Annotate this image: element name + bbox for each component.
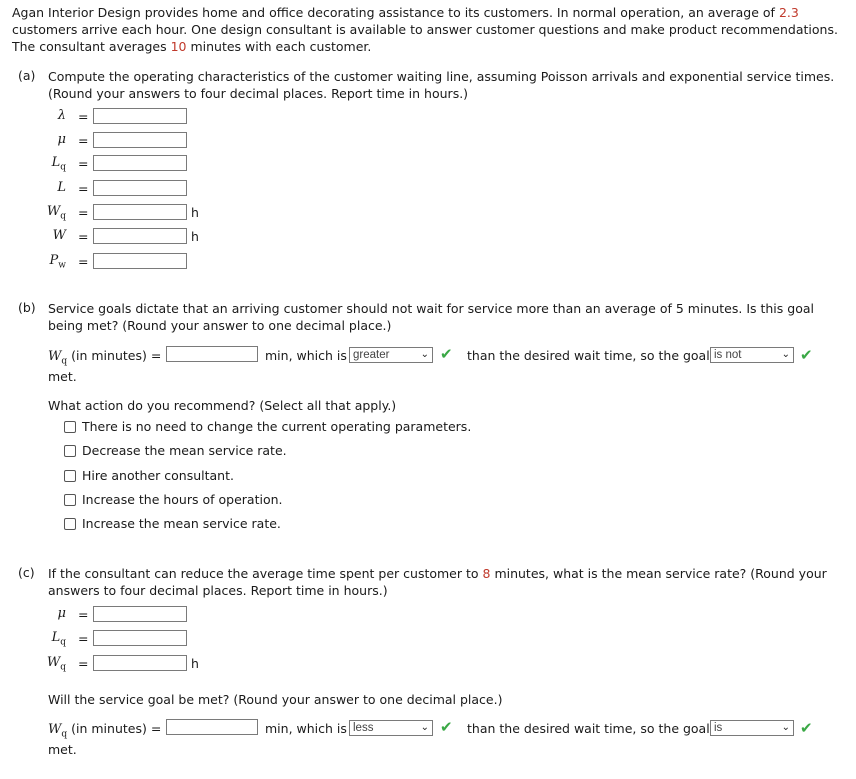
equals-sign: = [78,181,89,196]
action-option-label[interactable]: Increase the hours of operation. [82,492,283,507]
correct-check-icon: ✔ [800,346,813,364]
equals-sign: = [78,133,89,148]
part-c-label: (c) [18,565,35,580]
part-c-wq-minutes-input[interactable] [166,719,258,735]
part_a-input[interactable] [93,180,187,196]
action-checkbox[interactable] [64,470,76,482]
new-service-time-value: 8 [482,566,491,581]
part_a-input[interactable] [93,228,187,244]
action-option-label[interactable]: Increase the mean service rate. [82,516,281,531]
part-c-met: met. [48,742,77,757]
part-b-wq-minutes-input[interactable] [166,346,258,362]
equals-sign: = [78,109,89,124]
intro-text: Agan Interior Design provides home and office decorating assistance to its customers. In normal operation, an average of [12,5,779,20]
part_a-symbol: $W_q$ [46,204,66,222]
equals-sign: = [78,656,89,671]
intro-text-mid: customers arrive each hour. One design consultant is available to answer customer questions and make product recommendations. The consultant averages [12,22,838,54]
chevron-down-icon: ⌄ [781,349,790,360]
part_c-symbol: $L_q$ [51,630,66,648]
arrival-rate-value: 2.3 [778,5,799,20]
part-b-compare-select[interactable]: greater ⌄ [349,347,433,363]
part_a-input[interactable] [93,204,187,220]
part-b-wq-label: $W_q$ (in minutes) = [48,348,162,367]
part-b-than-text: than the desired wait time, so the goal [467,348,710,363]
part-a-question: Compute the operating characteristics of the customer waiting line, assuming Poisson arrivals and exponential service times. (Round your answers to four decimal places. Report time in hours.) [48,69,835,101]
intro-text-end: minutes with each customer. [186,39,372,54]
part_c-symbol: μ [57,606,66,621]
part-b-min-which: min, which is [265,348,347,363]
part_a-symbol: $P_w$ [49,253,66,271]
equals-sign: = [78,229,89,244]
chevron-down-icon: ⌄ [420,349,429,360]
equals-sign: = [78,156,89,171]
part_a-symbol: μ [57,132,66,147]
part-b-goal-select[interactable]: is not ⌄ [710,347,794,363]
action-checkbox[interactable] [64,421,76,433]
action-checkbox[interactable] [64,445,76,457]
part_a-input[interactable] [93,155,187,171]
part-b-question: Service goals dictate that an arriving customer should not wait for service more than an average of 5 minutes. Is this goal being met? (Round your answer to one decimal place.) [48,301,814,333]
part-c-than-text: than the desired wait time, so the goal [467,721,710,736]
part_c-input[interactable] [93,606,187,622]
part_c-input[interactable] [93,630,187,646]
unit-hours: h [191,229,199,244]
part-b-met: met. [48,369,77,384]
equals-sign: = [78,607,89,622]
part_a-symbol: $L_q$ [51,155,66,173]
action-option-label[interactable]: Decrease the mean service rate. [82,443,287,458]
part-b-action-question: What action do you recommend? (Select all that apply.) [48,398,397,413]
chevron-down-icon: ⌄ [781,722,790,733]
part_a-symbol: W [52,228,66,243]
part-b-label: (b) [18,300,36,315]
part-c-wq-label: $W_q$ (in minutes) = [48,721,162,740]
part-c-question: If the consultant can reduce the average time spent per customer to 8 minutes, what is the mean service rate? (Round your answers to four decimal places. Report time in hours.) [48,566,827,598]
chevron-down-icon: ⌄ [420,722,429,733]
part-c-goal-select[interactable]: is ⌄ [710,720,794,736]
part_a-input[interactable] [93,132,187,148]
part-a-label: (a) [18,68,36,83]
equals-sign: = [78,205,89,220]
correct-check-icon: ✔ [440,718,453,736]
unit-hours: h [191,205,199,220]
unit-hours: h [191,656,199,671]
part-c-goal-question: Will the service goal be met? (Round your answer to one decimal place.) [48,692,503,707]
part_c-symbol: $W_q$ [46,655,66,673]
service-time-value: 10 [170,39,187,54]
part_a-symbol: λ [57,108,66,123]
correct-check-icon: ✔ [800,719,813,737]
action-checkbox[interactable] [64,494,76,506]
problem-intro [12,4,846,55]
part-c-compare-select[interactable]: less ⌄ [349,720,433,736]
part_c-input[interactable] [93,655,187,671]
part_a-symbol: L [57,180,66,195]
equals-sign: = [78,254,89,269]
action-checkbox[interactable] [64,518,76,530]
action-option-label[interactable]: There is no need to change the current operating parameters. [82,419,472,434]
part_a-input[interactable] [93,108,187,124]
equals-sign: = [78,631,89,646]
part_a-input[interactable] [93,253,187,269]
correct-check-icon: ✔ [440,345,453,363]
action-option-label[interactable]: Hire another consultant. [82,468,234,483]
part-c-min-which: min, which is [265,721,347,736]
